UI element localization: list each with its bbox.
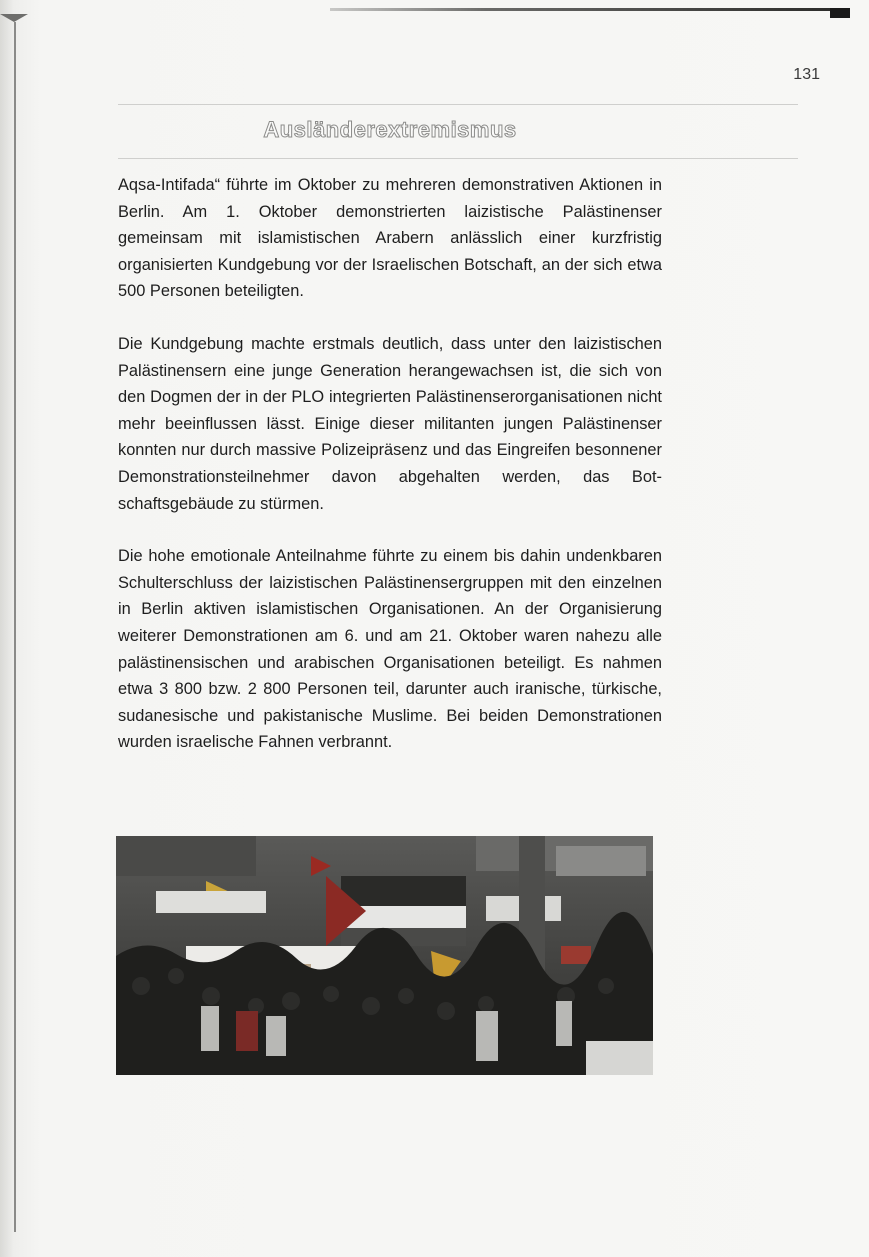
- paragraph-2: Die Kundgebung machte erstmals deutlich, dass unter den laizistischen Palästinensern eine junge Generation herangewachsen ist, die sich von den Dogmen der in der PLO integrierten Palästinenserorganisationen nicht mehr beeinflussen lässt. Einige dieser militanten jungen Palästinenser konnten nur durch massive Polizeipräsenz und das Eingreifen besonnener Demonstrationsteilnehmer davon abgehalten werden, das Botschaftsgebäude zu stürmen.: [118, 334, 662, 513]
- body-text: [118, 172, 662, 782]
- paragraph-1: Aqsa-Intifada“ führte im Oktober zu mehreren demonstrativen Aktionen in Berlin. Am 1. Oktober demonstrierten laizistische Palästinenser gemeinsam mit islamistischen Arabern anlässlich einer kurzfristig organisierten Kundgebung vor der Israelischen Botschaft, an der sich etwa 500 Personen beteiligten.: [118, 176, 662, 301]
- running-header-title: Ausländerextremismus: [263, 117, 517, 142]
- header-rule-bottom: [118, 158, 798, 159]
- demonstration-photo: [116, 836, 653, 1075]
- photo-image: [116, 836, 653, 1075]
- header-rule-top: [118, 104, 798, 105]
- top-rule-end: [830, 8, 850, 18]
- binding-edge: [14, 22, 16, 1232]
- paragraph-3: Die hohe emotionale Anteilnahme führte zu einem bis dahin undenkbaren Schulterschluss der laizistischen Palästinensergruppen mit den einzelnen in Berlin aktiven islamistischen Organisationen. An der Organisierung weiterer Demonstrationen am 6. und am 21. Oktober waren nahezu alle palästinensischen und arabischen Organisationen beteiligt. Es nahmen etwa 3 800 bzw. 2 800 Personen teil, darunter auch iranische, türkische, sudanesische und pakistanische Muslime. Bei beiden Demonstrationen wurden israelische Fahnen verbrannt.: [118, 547, 662, 752]
- top-rule: [330, 8, 850, 11]
- page-number: 131: [793, 66, 820, 83]
